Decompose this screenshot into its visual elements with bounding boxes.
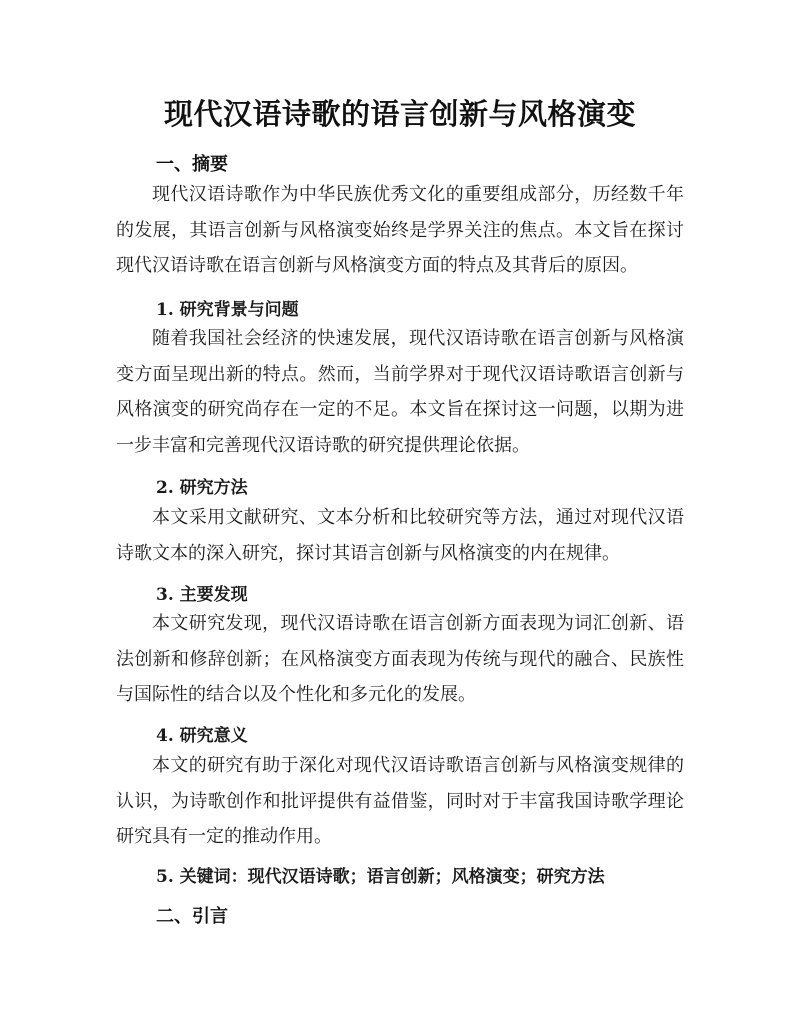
- section-heading-abstract: 一、摘要: [156, 154, 228, 175]
- section-heading-introduction: 二、引言: [156, 906, 228, 927]
- research-method-paragraph: 本文采用文献研究、文本分析和比较研究等方法，通过对现代汉语诗歌文本的深入研究，探讨其语言创新与风格演变的内在规律。: [116, 507, 684, 564]
- subheading-research-significance: 4. 研究意义: [156, 726, 248, 746]
- subheading-research-background: 1. 研究背景与问题: [156, 300, 299, 320]
- keywords-line: 5. 关键词：现代汉语诗歌；语言创新；风格演变；研究方法: [156, 867, 605, 887]
- research-significance-paragraph: 本文的研究有助于深化对现代汉语诗歌语言创新与风格演变规律的认识，为诗歌创作和批评提供有益借鉴，同时对于丰富我国诗歌学理论研究具有一定的推动作用。: [116, 755, 684, 847]
- document-title: 现代汉语诗歌的语言创新与风格演变: [163, 97, 636, 131]
- main-findings-paragraph: 本文研究发现，现代汉语诗歌在语言创新方面表现为词汇创新、语法创新和修辞创新；在风格演变方面表现为传统与现代的融合、民族性与国际性的结合以及个性化和多元化的发展。: [116, 613, 684, 705]
- research-background-paragraph: 随着我国社会经济的快速发展，现代汉语诗歌在语言创新与风格演变方面呈现出新的特点。然而，当前学界对于现代汉语诗歌语言创新与风格演变的研究尚存在一定的不足。本文旨在探讨这一问题，以期为进一步丰富和完善现代汉语诗歌的研究提供理论依据。: [116, 328, 684, 456]
- abstract-paragraph: 现代汉语诗歌作为中华民族优秀文化的重要组成部分，历经数千年的发展，其语言创新与风格演变始终是学界关注的焦点。本文旨在探讨现代汉语诗歌在语言创新与风格演变方面的特点及其背后的原因。: [116, 184, 684, 276]
- subheading-research-method: 2. 研究方法: [156, 478, 248, 498]
- subheading-main-findings: 3. 主要发现: [156, 585, 248, 605]
